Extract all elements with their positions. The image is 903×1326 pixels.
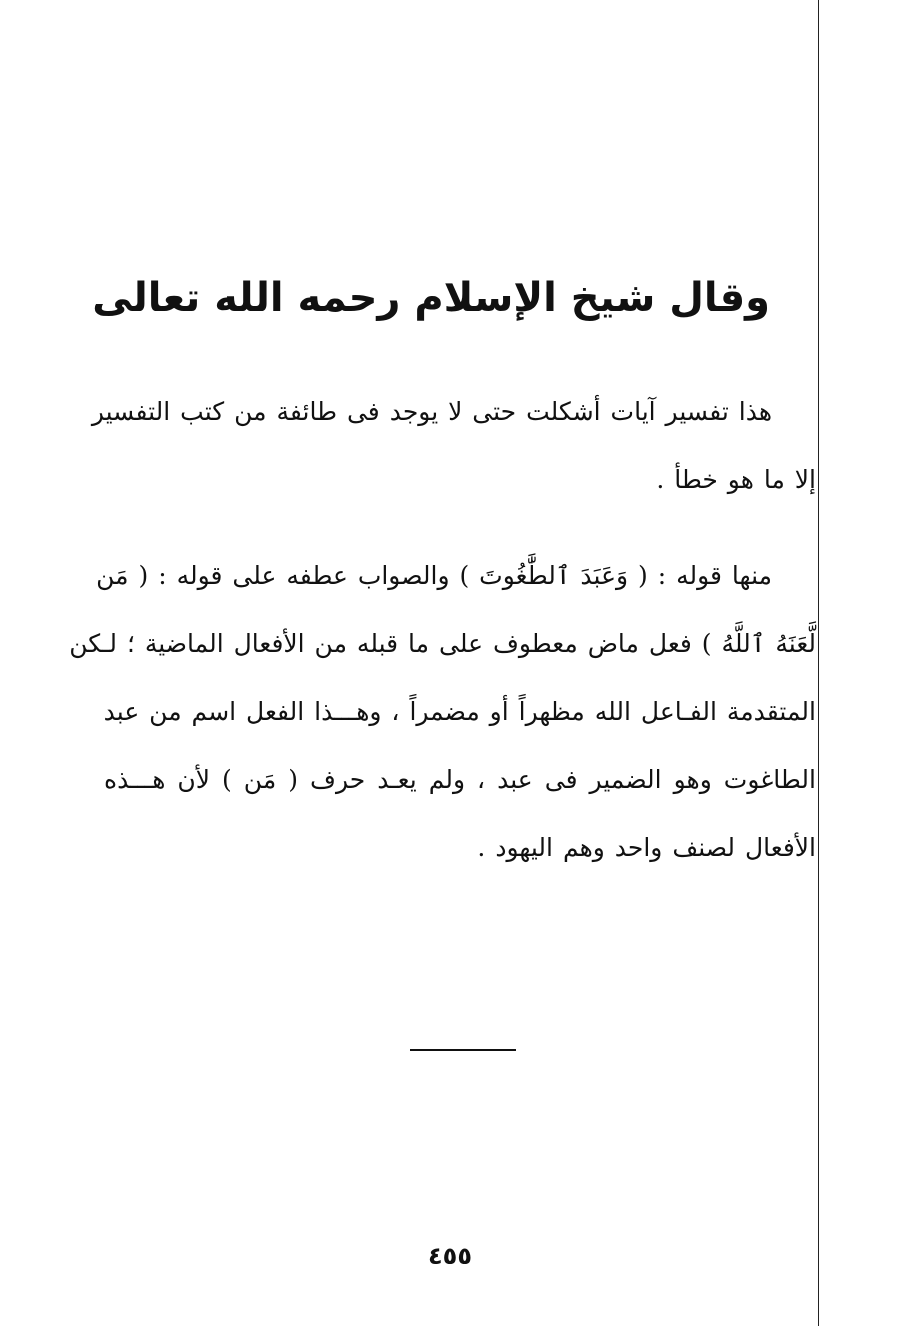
paragraph-2-line: لَّعَنَهُ ٱللَّهُ ) فعل ماض معطوف على ما قبله من الأفعال الماضية ؛ لـكن [69, 629, 816, 658]
paragraph-2-line: الطاغوت وهو الضمير فى عبد ، ولم يعـد حرف ( مَن ) لأن هـــذه [104, 765, 816, 794]
right-margin-rule [818, 0, 819, 1326]
section-title: وقال شيخ الإسلام رحمه الله تعالى [92, 275, 770, 321]
paragraph-2-line: المتقدمة الفـاعل الله مظهراً أو مضمراً ، وهـــذا الفعل اسم من عبد [103, 697, 816, 726]
paragraph-2-line: منها قوله : ( وَعَبَدَ ٱلطَّٰغُوتَ ) والصواب عطفه على قوله : ( مَن [96, 561, 772, 590]
paragraph-1-line: هذا تفسير آيات أشكلت حتى لا يوجد فى طائفة من كتب التفسير [91, 397, 772, 426]
paragraph-2-line: الأفعال لصنف واحد وهم اليهود . [477, 833, 816, 862]
footnote-divider [410, 1049, 516, 1051]
paragraph-2 [69, 542, 816, 882]
paragraph-1-line: إلا ما هو خطأ . [656, 465, 816, 494]
page-number: ٤٥٥ [428, 1242, 472, 1270]
paragraph-1 [91, 378, 816, 514]
